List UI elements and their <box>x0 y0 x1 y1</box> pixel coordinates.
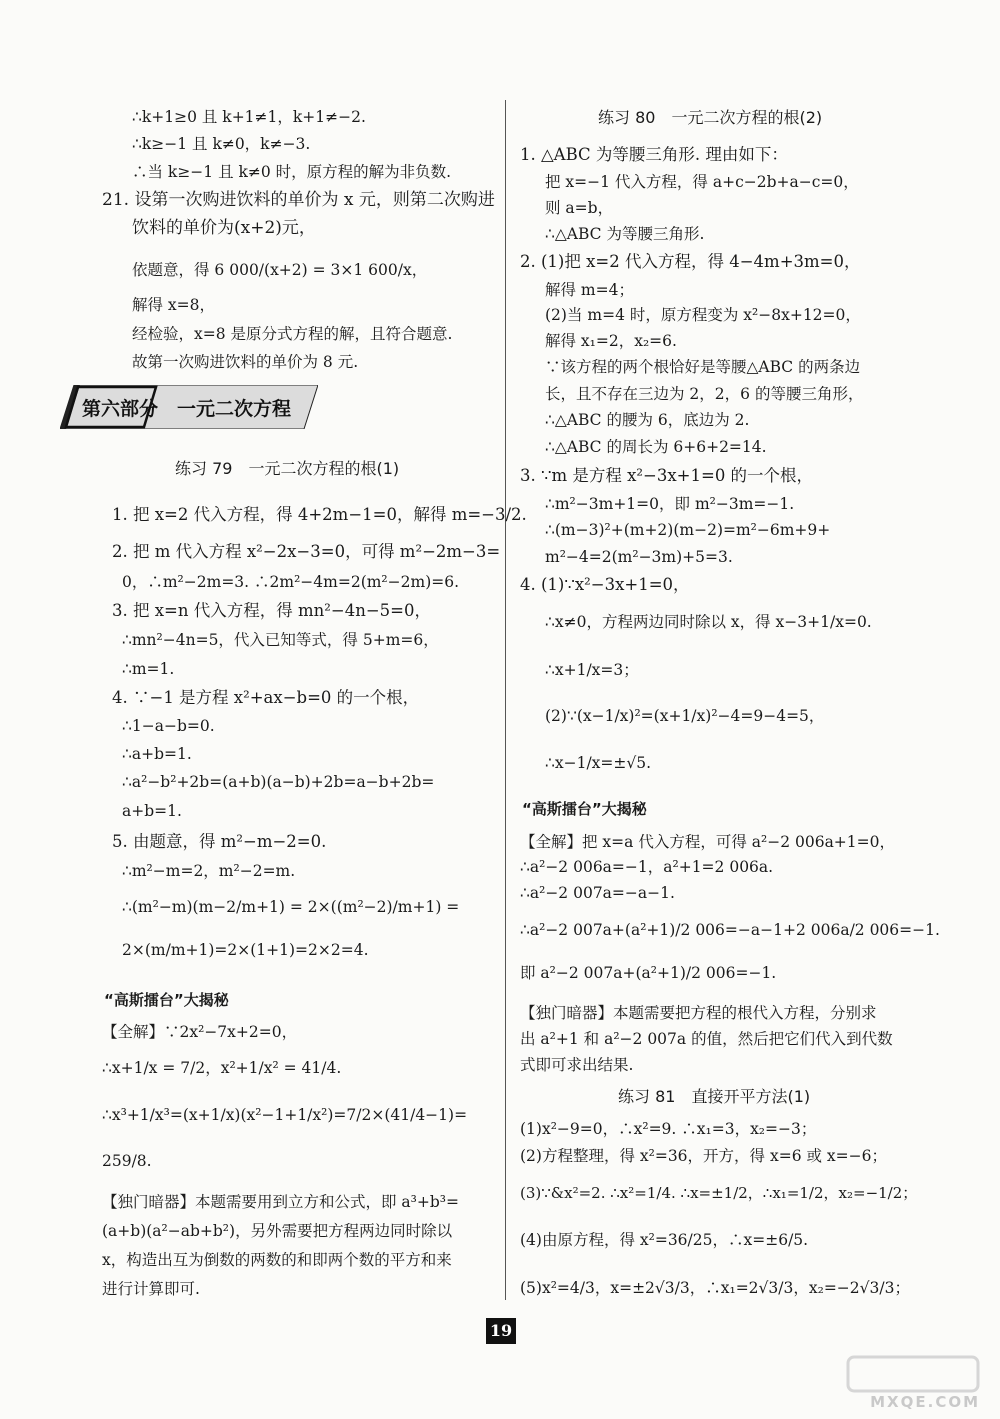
text-line: 【全解】把 x=a 代入方程，可得 a²−2 006a+1=0， <box>520 833 896 851</box>
text-line: 2×(m/m+1)=2×(1+1)=2×2=4. <box>122 941 369 959</box>
text-line: ∴1−a−b=0. <box>122 717 215 735</box>
text-line: ∴a²−2 007a=−a−1. <box>520 884 675 902</box>
text-line: 3. 把 x=n 代入方程，得 mn²−4n−5=0， <box>112 601 431 620</box>
text-line: 把 x=−1 代入方程，得 a+c−2b+a−c=0， <box>545 173 859 191</box>
text-line: 解得 x₁=2，x₂=6. <box>545 332 677 350</box>
text-line: ∴x−1/x=±√5. <box>545 754 652 772</box>
text-line: 依题意，得 6 000/(x+2) = 3×1 600/x， <box>132 261 428 279</box>
text-line: (a+b)(a²−ab+b²)，另外需要把方程两边同时除以 <box>102 1222 453 1240</box>
column-divider <box>505 100 506 1300</box>
text-line: ∴a²−2 006a=−1，a²+1=2 006a. <box>520 858 774 876</box>
text-line: 4. ∵−1 是方程 x²+ax−b=0 的一个根， <box>112 688 420 707</box>
text-line: ∴mn²−4n=5，代入已知等式，得 5+m=6， <box>122 631 439 649</box>
text-line: ∵该方程的两个根恰好是等腰△ABC 的两条边 <box>545 358 861 376</box>
text-line: ∴k≥−1 且 k≠0，k≠−3. <box>132 135 311 153</box>
text-line: 式即可求出结果. <box>520 1056 634 1074</box>
text-line: (2)∵(x−1/x)²=(x+1/x)²−4=9−4=5， <box>545 707 825 725</box>
text-line: 进行计算即可. <box>102 1280 200 1298</box>
text-line: ∴△ABC 为等腰三角形. <box>545 225 705 243</box>
text-line: 1. 把 x=2 代入方程，得 4+2m−1=0，解得 m=−3/2. <box>112 505 527 524</box>
text-line: 解得 x=8， <box>132 296 216 314</box>
text-line: x，构造出互为倒数的两数的和即两个数的平方和来 <box>102 1251 452 1269</box>
text-line: ∴x+1/x=3； <box>545 661 639 679</box>
text-line: ∴x≠0，方程两边同时除以 x，得 x−3+1/x=0. <box>545 613 872 631</box>
text-line: ∴△ABC 的腰为 6，底边为 2. <box>545 411 750 429</box>
text-line: 【全解】∵2x²−7x+2=0， <box>102 1023 298 1041</box>
gauss-heading-right: “高斯擂台”大揭秘 <box>522 800 647 818</box>
text-line: 【独门暗器】本题需要把方程的根代入方程，分别求 <box>520 1004 877 1022</box>
text-line: 出 a²+1 和 a²−2 007a 的值，然后把它们代入到代数 <box>520 1030 893 1048</box>
text-line: ∴m=1. <box>122 660 175 678</box>
text-line: a+b=1. <box>122 802 182 820</box>
text-line: 4. (1)∵x²−3x+1=0， <box>520 575 690 594</box>
page-number: 19 <box>486 1318 516 1344</box>
text-line: (1)x²−9=0，∴x²=9. ∴x₁=3，x₂=−3； <box>520 1120 817 1138</box>
text-line: 0，∴m²−2m=3. ∴2m²−4m=2(m²−2m)=6. <box>122 573 460 591</box>
text-line: 21. 设第一次购进饮料的单价为 x 元，则第二次购进 <box>102 190 495 210</box>
text-line: (2)方程整理，得 x²=36，开方，得 x=6 或 x=−6； <box>520 1147 887 1165</box>
text-line: 3. ∵m 是方程 x²−3x+1=0 的一个根， <box>520 466 814 485</box>
text-line: ∴△ABC 的周长为 6+6+2=14. <box>545 438 767 456</box>
text-line: 2. 把 m 代入方程 x²−2x−3=0，可得 m²−2m−3= <box>112 542 501 561</box>
text-line: ∴k+1≥0 且 k+1≠1，k+1≠−2. <box>132 108 366 126</box>
text-line: (2)当 m=4 时，原方程变为 x²−8x+12=0， <box>545 306 861 324</box>
text-line: 1. △ABC 为等腰三角形. 理由如下： <box>520 145 788 164</box>
text-line: 5. 由题意，得 m²−m−2=0. <box>112 832 327 851</box>
text-line: m²−4=2(m²−3m)+5=3. <box>545 548 733 566</box>
text-line: ∴a²−b²+2b=(a+b)(a−b)+2b=a−b+2b= <box>122 773 435 791</box>
gauss-heading-left: “高斯擂台”大揭秘 <box>104 991 229 1009</box>
text-line: ∴(m²−m)(m−2/m+1) = 2×((m²−2)/m+1) = <box>122 898 460 916</box>
watermark-text: MXQE.COM <box>870 1393 980 1411</box>
text-line: ∴(m−3)²+(m+2)(m−2)=m²−6m+9+ <box>545 521 831 539</box>
text-line: 则 a=b， <box>545 199 614 217</box>
part-banner-title: 第六部分 一元二次方程 <box>82 398 292 420</box>
text-line: 长，且不存在三边为 2，2，6 的等腰三角形， <box>545 385 864 403</box>
text-line: 【独门暗器】本题需要用到立方和公式，即 a³+b³= <box>102 1193 459 1211</box>
section-title-ex79: 练习 79 一元二次方程的根(1) <box>175 459 400 478</box>
text-line: (3)∵&x²=2. ∴x²=1/4. ∴x=±1/2，∴x₁=1/2，x₂=−1/2； <box>520 1184 918 1202</box>
section-title-ex81: 练习 81 直接开平方法(1) <box>618 1087 811 1106</box>
text-line: 即 a²−2 007a+(a²+1)/2 006=−1. <box>520 964 777 982</box>
text-line: (5)x²=4/3，x=±2√3/3，∴x₁=2√3/3，x₂=−2√3/3； <box>520 1279 910 1297</box>
text-line: 2. (1)把 x=2 代入方程，得 4−4m+3m=0， <box>520 252 861 271</box>
text-line: ∴m²−3m+1=0，即 m²−3m=−1. <box>545 495 795 513</box>
text-line: (4)由原方程，得 x²=36/25，∴x=±6/5. <box>520 1231 809 1249</box>
text-line: 解得 m=4； <box>545 281 634 299</box>
text-line: ∴当 k≥−1 且 k≠0 时，原方程的解为非负数. <box>132 163 452 181</box>
section-title-ex80: 练习 80 一元二次方程的根(2) <box>598 108 823 127</box>
text-line: 故第一次购进饮料的单价为 8 元. <box>132 353 359 371</box>
text-line: 259/8. <box>102 1152 152 1170</box>
text-line: 经检验，x=8 是原分式方程的解，且符合题意. <box>132 325 453 343</box>
text-line: ∴a+b=1. <box>122 745 192 763</box>
text-line: ∴x³+1/x³=(x+1/x)(x²−1+1/x²)=7/2×(41/4−1)= <box>102 1106 468 1124</box>
text-line: 饮料的单价为(x+2)元， <box>132 218 316 238</box>
text-line: ∴m²−m=2，m²−2=m. <box>122 862 296 880</box>
text-line: ∴a²−2 007a+(a²+1)/2 006=−a−1+2 006a/2 006=−1. <box>520 921 940 939</box>
text-line: ∴x+1/x = 7/2，x²+1/x² = 41/4. <box>102 1059 342 1077</box>
